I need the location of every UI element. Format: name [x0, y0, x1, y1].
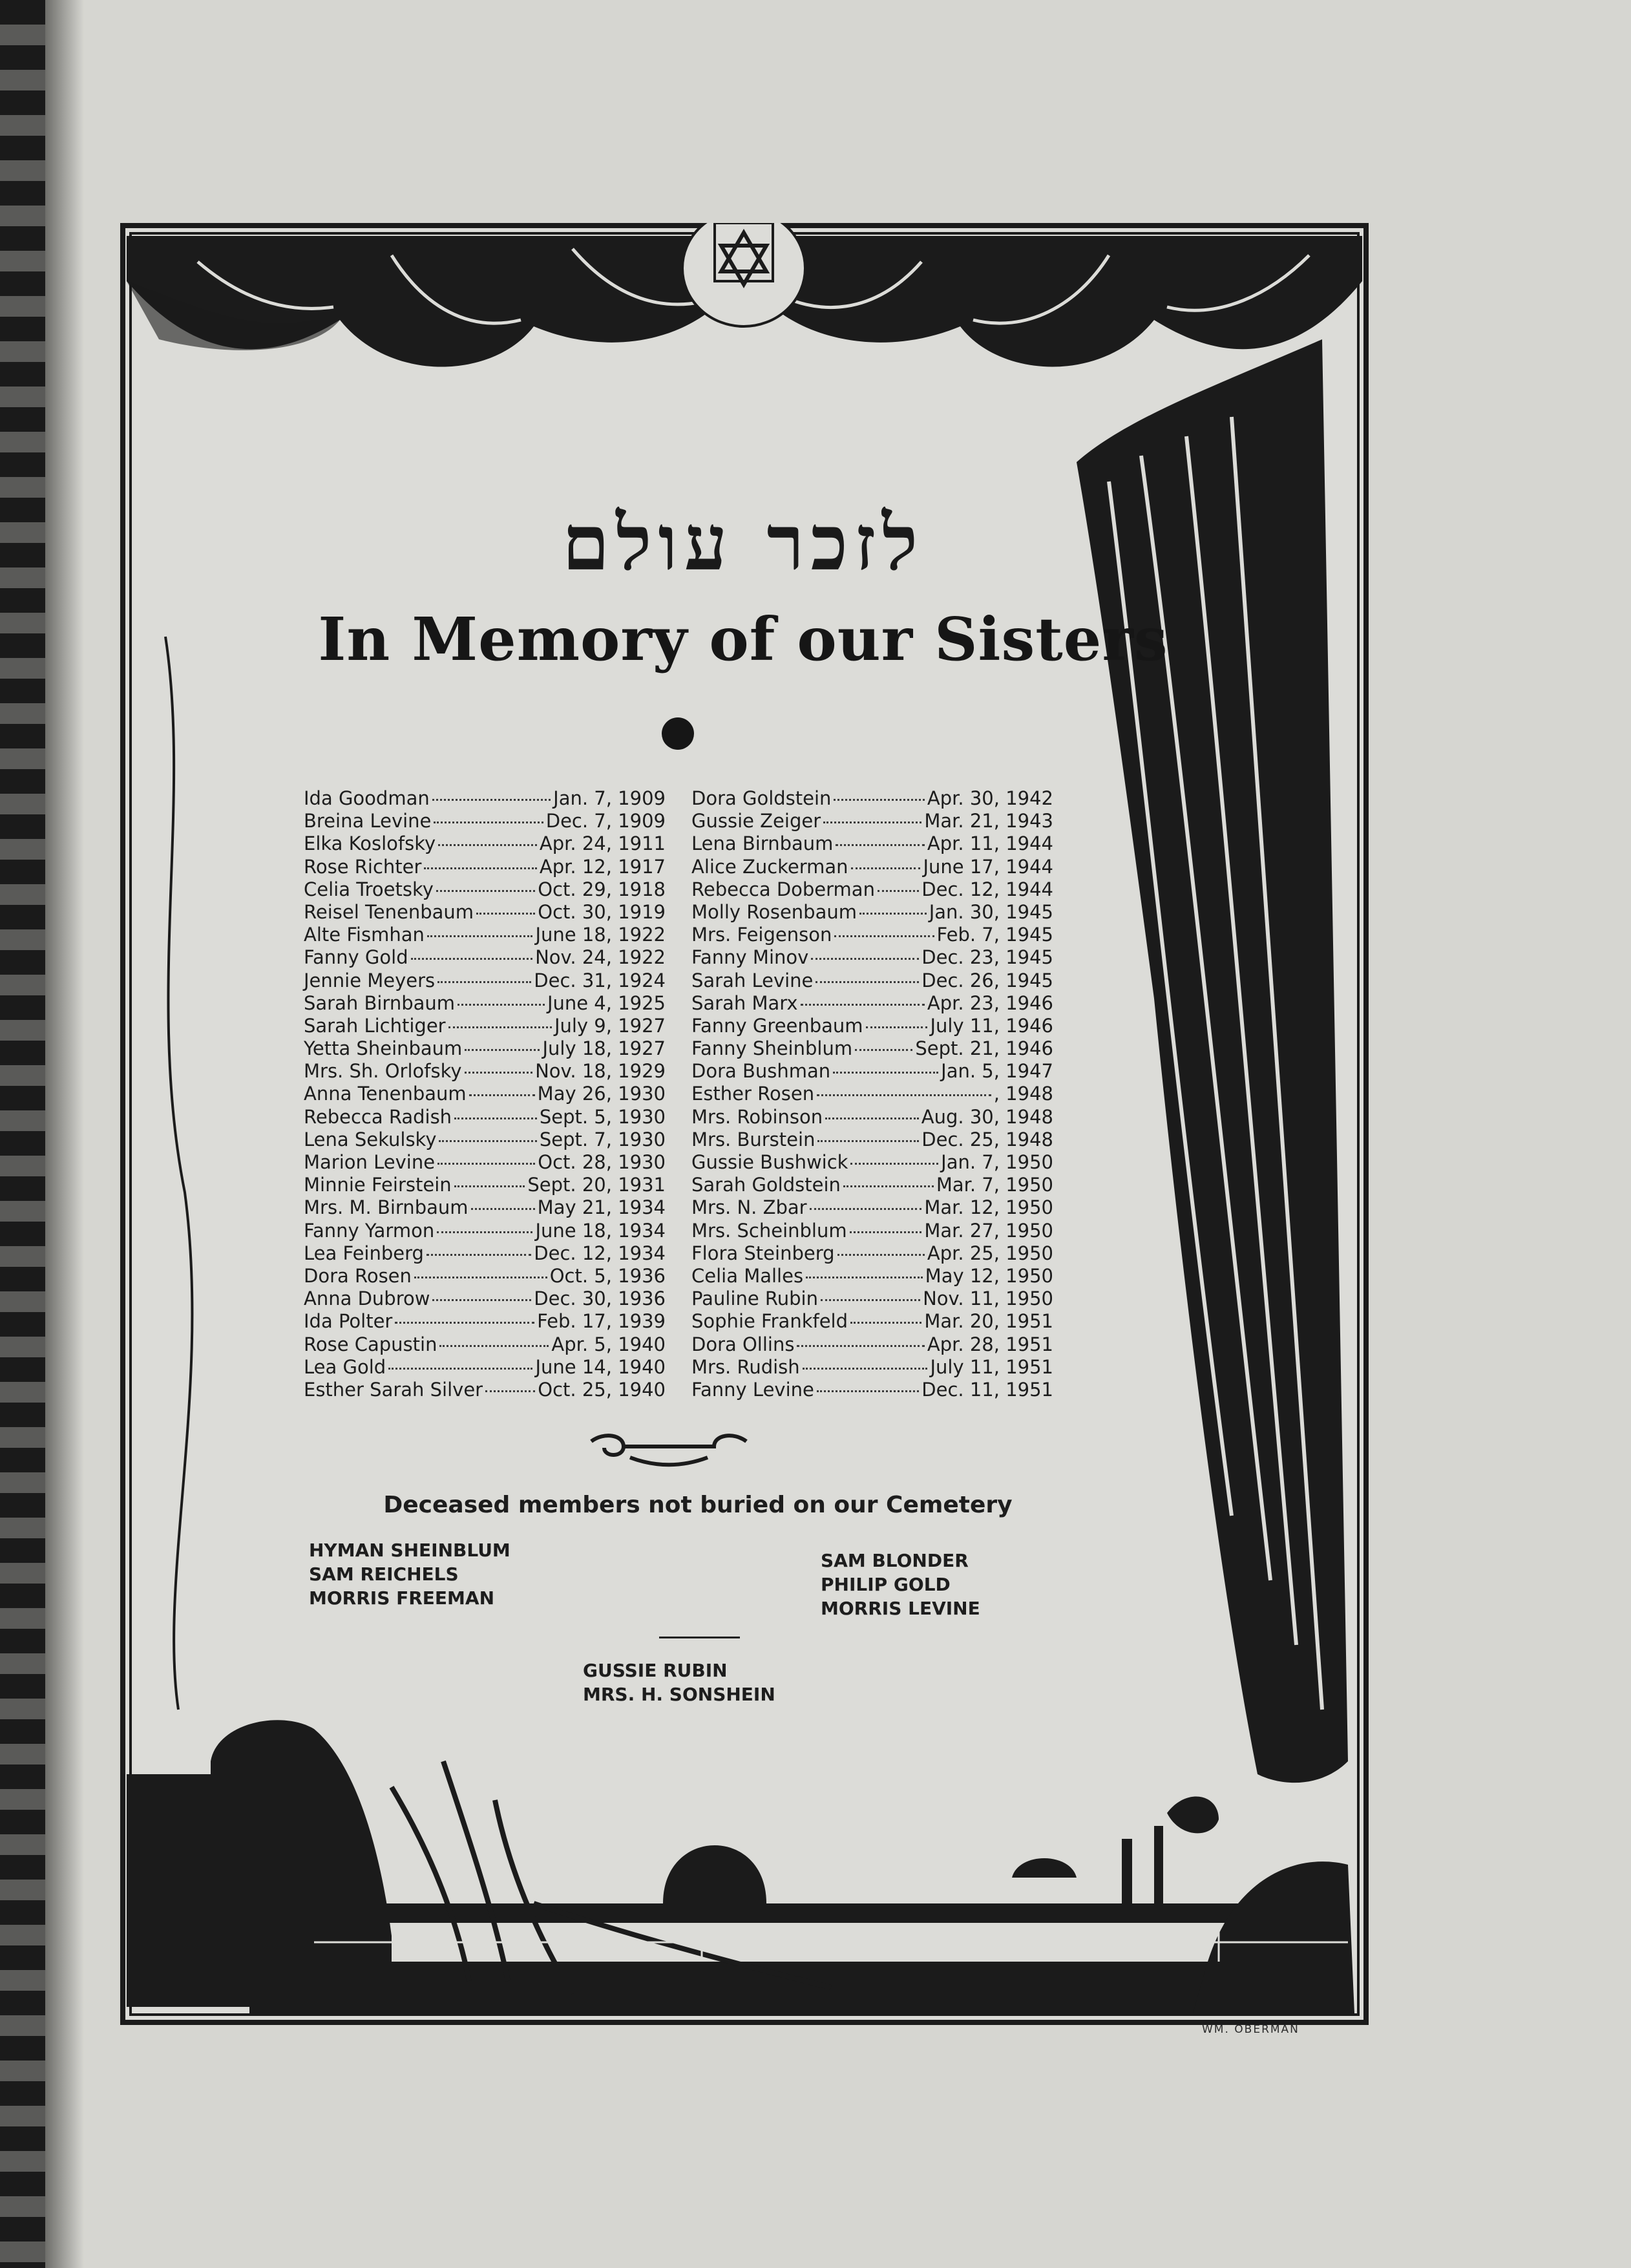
- entry-name: Yetta Sheinbaum: [304, 1037, 463, 1060]
- entry-name: Mrs. Rudish: [691, 1355, 800, 1378]
- entry-leader-dots: [815, 981, 919, 983]
- entry-name: Dora Bushman: [691, 1060, 831, 1083]
- entry-leader-dots: [850, 1322, 921, 1324]
- entry-name: Sarah Lichtiger: [304, 1014, 446, 1037]
- memorial-entry: [304, 1310, 666, 1333]
- memorial-entry: [304, 970, 666, 992]
- entry-date: Feb. 7, 1945: [936, 924, 1053, 946]
- entry-name: Jennie Meyers: [304, 969, 436, 991]
- entry-name: Sarah Goldstein: [691, 1174, 841, 1196]
- memorial-entry: [691, 1106, 1053, 1129]
- memorial-entry: [691, 1083, 1053, 1105]
- entry-date: Aug. 30, 1948: [921, 1105, 1053, 1128]
- memorial-entry: [304, 1015, 666, 1037]
- entry-name: Rose Capustin: [304, 1333, 437, 1355]
- entry-date: Apr. 25, 1950: [927, 1242, 1053, 1264]
- entry-name: Gussie Zeiger: [691, 810, 821, 832]
- divider-rule: [659, 1637, 740, 1638]
- entry-name: Lena Sekulsky: [304, 1128, 437, 1150]
- entry-leader-dots: [866, 1026, 928, 1028]
- entry-leader-dots: [825, 1118, 919, 1119]
- entry-leader-dots: [395, 1322, 534, 1324]
- entry-name: Anna Dubrow: [304, 1288, 430, 1310]
- entry-leader-dots: [801, 1004, 925, 1006]
- deceased-name: SAM REICHELS: [309, 1563, 459, 1585]
- memorial-entry: [304, 1174, 666, 1196]
- entry-leader-dots: [803, 1368, 928, 1370]
- entry-name: Sophie Frankfeld: [691, 1310, 848, 1333]
- memorial-entry: [304, 1129, 666, 1151]
- palm-fronds: [392, 1761, 831, 1994]
- entry-date: Jan. 7, 1909: [553, 787, 666, 809]
- memorial-entry: [691, 970, 1053, 992]
- hebrew-heading: לזכר עולם: [562, 498, 925, 588]
- entry-leader-dots: [454, 1118, 537, 1119]
- memorial-entry: [304, 1265, 666, 1288]
- memorial-entry: [691, 946, 1053, 969]
- entry-date: Mar. 27, 1950: [924, 1219, 1053, 1242]
- entry-date: June 14, 1940: [535, 1355, 666, 1378]
- binding-shadow: [45, 0, 84, 2268]
- entry-leader-dots: [434, 821, 543, 823]
- entry-leader-dots: [817, 1094, 991, 1096]
- memorial-entry: [304, 1242, 666, 1265]
- entry-date: Mar. 12, 1950: [924, 1196, 1053, 1219]
- memorial-entry: [691, 1196, 1053, 1219]
- entry-date: Dec. 11, 1951: [921, 1378, 1053, 1401]
- entry-name: Mrs. Robinson: [691, 1105, 823, 1128]
- entry-name: Fanny Levine: [691, 1378, 814, 1401]
- entry-name: Fanny Greenbaum: [691, 1014, 863, 1037]
- memorial-entry: [691, 1037, 1053, 1060]
- entry-name: Sarah Levine: [691, 969, 814, 991]
- entry-date: July 11, 1946: [930, 1014, 1053, 1037]
- entry-name: Ida Goodman: [304, 787, 430, 809]
- entry-date: Mar. 20, 1951: [924, 1310, 1053, 1333]
- entry-name: Fanny Minov: [691, 946, 809, 969]
- entry-leader-dots: [432, 799, 551, 801]
- entry-name: Anna Tenenbaum: [304, 1083, 467, 1105]
- entry-name: Mrs. Scheinblum: [691, 1219, 847, 1242]
- entry-leader-dots: [836, 844, 924, 846]
- memorial-entry: [304, 1106, 666, 1129]
- heading-bullet: [662, 717, 694, 750]
- entry-date: Jan. 7, 1950: [941, 1151, 1053, 1173]
- entry-name: Minnie Feirstein: [304, 1174, 452, 1196]
- entry-leader-dots: [817, 1390, 919, 1392]
- entry-leader-dots: [851, 867, 921, 869]
- bottom-scene: [127, 1720, 1354, 2013]
- entry-leader-dots: [469, 1094, 535, 1096]
- memorial-entry: [304, 1196, 666, 1219]
- entry-leader-dots: [855, 1049, 912, 1051]
- entry-date: Dec. 26, 1945: [921, 969, 1053, 991]
- entry-date: Dec. 25, 1948: [921, 1128, 1053, 1150]
- entry-date: Mar. 21, 1943: [924, 810, 1053, 832]
- entry-leader-dots: [437, 981, 531, 983]
- entry-date: Nov. 11, 1950: [923, 1288, 1053, 1310]
- entry-date: , 1948: [993, 1083, 1053, 1105]
- entry-leader-dots: [458, 1004, 545, 1006]
- entry-name: Breina Levine: [304, 810, 432, 832]
- entry-date: Nov. 24, 1922: [535, 946, 666, 969]
- star-of-david-medallion: [682, 223, 805, 326]
- deceased-list-left: [309, 1538, 510, 1610]
- memorial-entry: [691, 787, 1053, 810]
- entry-leader-dots: [411, 958, 532, 960]
- entry-date: Sept. 20, 1931: [527, 1174, 666, 1196]
- entry-leader-dots: [439, 1140, 536, 1142]
- memorial-entry: [691, 1174, 1053, 1196]
- memorial-entry: [304, 1356, 666, 1379]
- memorial-entry: [304, 810, 666, 832]
- memorial-entry: [304, 878, 666, 901]
- entry-name: Lena Birnbaum: [691, 832, 834, 855]
- entry-date: Feb. 17, 1939: [537, 1310, 666, 1333]
- memorial-entry: [304, 787, 666, 810]
- deceased-list-right: [821, 1549, 980, 1620]
- entry-leader-dots: [837, 1254, 925, 1256]
- deceased-name: GUSSIE RUBIN: [583, 1660, 728, 1681]
- deceased-name: HYMAN SHEINBLUM: [309, 1540, 510, 1561]
- deceased-name: MORRIS FREEMAN: [309, 1587, 495, 1609]
- entry-leader-dots: [465, 1072, 533, 1074]
- entry-leader-dots: [859, 913, 927, 915]
- entry-date: Oct. 25, 1940: [538, 1378, 666, 1401]
- entry-date: June 18, 1922: [535, 924, 666, 946]
- memorial-entry: [304, 832, 666, 855]
- entry-name: Esther Sarah Silver: [304, 1378, 483, 1401]
- entry-name: Sarah Birnbaum: [304, 991, 456, 1014]
- entry-name: Marion Levine: [304, 1151, 436, 1173]
- memorial-entry: [304, 924, 666, 946]
- memorial-entry: [304, 1151, 666, 1174]
- deceased-name: MRS. H. SONSHEIN: [583, 1684, 775, 1705]
- memorial-entry: [691, 1151, 1053, 1174]
- entry-leader-dots: [843, 1185, 934, 1187]
- entry-leader-dots: [436, 890, 535, 892]
- binding-edge: [0, 0, 45, 2268]
- entry-date: Apr. 5, 1940: [551, 1333, 666, 1355]
- deceased-name: SAM BLONDER: [821, 1550, 969, 1571]
- entry-leader-dots: [438, 844, 537, 846]
- entry-date: Dec. 31, 1924: [534, 969, 666, 991]
- entry-date: Jan. 30, 1945: [929, 900, 1053, 923]
- entry-date: July 9, 1927: [554, 1014, 666, 1037]
- entry-date: Dec. 23, 1945: [921, 946, 1053, 969]
- memorial-entry: [304, 1220, 666, 1242]
- entry-date: Oct. 30, 1919: [538, 900, 666, 923]
- entry-name: Elka Koslofsky: [304, 832, 436, 855]
- page-title: In Memory of our Sisters: [318, 604, 1168, 674]
- entry-name: Dora Rosen: [304, 1264, 412, 1287]
- entry-name: Fanny Yarmon: [304, 1219, 435, 1242]
- entry-name: Mrs. Burstein: [691, 1128, 815, 1150]
- entry-leader-dots: [439, 1345, 549, 1347]
- memorial-entry: [691, 856, 1053, 878]
- memorial-entry: [304, 1333, 666, 1356]
- entry-name: Gussie Bushwick: [691, 1151, 848, 1173]
- entry-leader-dots: [485, 1390, 535, 1392]
- entry-name: Alte Fismhan: [304, 924, 425, 946]
- entry-date: Oct. 5, 1936: [549, 1264, 666, 1287]
- memorial-entry: [304, 992, 666, 1015]
- deceased-heading: Deceased members not buried on our Cemetery: [383, 1492, 1013, 1518]
- entry-leader-dots: [471, 1208, 535, 1210]
- memorial-entry: [691, 1288, 1053, 1310]
- entry-leader-dots: [454, 1185, 525, 1187]
- entry-date: Sept. 21, 1946: [915, 1037, 1053, 1060]
- entry-date: Sept. 7, 1930: [539, 1128, 666, 1150]
- memorial-entry: [691, 1333, 1053, 1356]
- entry-date: Nov. 18, 1929: [535, 1060, 666, 1083]
- memorial-entry: [691, 1310, 1053, 1333]
- entry-name: Rose Richter: [304, 855, 422, 878]
- entry-leader-dots: [427, 935, 533, 937]
- entry-name: Molly Rosenbaum: [691, 900, 857, 923]
- entry-date: Dec. 12, 1944: [921, 878, 1053, 900]
- entry-leader-dots: [424, 867, 536, 869]
- entry-leader-dots: [797, 1345, 924, 1347]
- entry-name: Lea Gold: [304, 1355, 386, 1378]
- entry-leader-dots: [823, 821, 921, 823]
- entry-name: Rebecca Radish: [304, 1105, 452, 1128]
- memorial-entry: [691, 924, 1053, 946]
- entry-name: Esther Rosen: [691, 1083, 815, 1105]
- entry-date: Apr. 23, 1946: [927, 991, 1053, 1014]
- memorial-entry: [691, 1129, 1053, 1151]
- entry-date: Oct. 29, 1918: [538, 878, 666, 900]
- entry-name: Lea Feinberg: [304, 1242, 424, 1264]
- entry-name: Mrs. Feigenson: [691, 924, 832, 946]
- memorial-entry: [691, 992, 1053, 1015]
- deceased-list-bottom: [583, 1659, 775, 1706]
- memorial-entry: [691, 1242, 1053, 1265]
- entry-name: Mrs. Sh. Orlofsky: [304, 1060, 462, 1083]
- entry-leader-dots: [437, 1163, 535, 1165]
- memorial-entry: [691, 1060, 1053, 1083]
- entry-leader-dots: [850, 1163, 938, 1165]
- entry-name: Mrs. M. Birnbaum: [304, 1196, 468, 1219]
- deceased-name: PHILIP GOLD: [821, 1574, 951, 1595]
- entry-leader-dots: [414, 1277, 547, 1278]
- entry-name: Dora Goldstein: [691, 787, 832, 809]
- entry-date: May 12, 1950: [925, 1264, 1053, 1287]
- memorial-entry: [691, 1356, 1053, 1379]
- entry-leader-dots: [465, 1049, 540, 1051]
- memorial-entry: [691, 901, 1053, 924]
- entry-name: Sarah Marx: [691, 991, 798, 1014]
- entry-name: Alice Zuckerman: [691, 855, 848, 878]
- memorial-entry: [304, 1060, 666, 1083]
- entry-name: Dora Ollins: [691, 1333, 795, 1355]
- memorial-entry: [691, 1379, 1053, 1401]
- entry-name: Fanny Sheinblum: [691, 1037, 853, 1060]
- entry-leader-dots: [821, 1299, 920, 1301]
- memorial-entry: [691, 810, 1053, 832]
- deceased-name: MORRIS LEVINE: [821, 1598, 980, 1619]
- entry-name: Reisel Tenenbaum: [304, 900, 474, 923]
- entry-leader-dots: [476, 913, 535, 915]
- scroll-ornament: [585, 1428, 753, 1474]
- entry-date: Jan. 5, 1947: [941, 1060, 1053, 1083]
- entry-leader-dots: [806, 1277, 923, 1278]
- memorial-entry: [304, 946, 666, 969]
- memorial-list-left: [304, 787, 666, 1401]
- entry-leader-dots: [810, 1208, 922, 1210]
- entry-date: Mar. 7, 1950: [936, 1174, 1053, 1196]
- entry-date: May 26, 1930: [537, 1083, 666, 1105]
- entry-leader-dots: [817, 1140, 919, 1142]
- memorial-entry: [691, 1220, 1053, 1242]
- entry-leader-dots: [432, 1299, 531, 1301]
- memorial-entry: [304, 1037, 666, 1060]
- memorial-entry: [691, 878, 1053, 901]
- entry-leader-dots: [448, 1026, 552, 1028]
- entry-date: Apr. 28, 1951: [927, 1333, 1053, 1355]
- entry-name: Rebecca Doberman: [691, 878, 875, 900]
- entry-date: Apr. 11, 1944: [927, 832, 1053, 855]
- entry-name: Ida Polter: [304, 1310, 393, 1333]
- entry-leader-dots: [833, 1072, 938, 1074]
- entry-date: Sept. 5, 1930: [539, 1105, 666, 1128]
- memorial-entry: [304, 1083, 666, 1105]
- memorial-entry: [691, 1265, 1053, 1288]
- memorial-entry: [304, 1288, 666, 1310]
- entry-date: Dec. 7, 1909: [545, 810, 666, 832]
- entry-date: Apr. 30, 1942: [927, 787, 1053, 809]
- artist-signature: WM. OBERMAN: [1202, 2023, 1300, 2036]
- entry-leader-dots: [437, 1231, 532, 1233]
- entry-date: June 4, 1925: [547, 991, 666, 1014]
- memorial-entry: [691, 1015, 1053, 1037]
- entry-date: May 21, 1934: [537, 1196, 666, 1219]
- entry-leader-dots: [811, 958, 919, 960]
- entry-date: Oct. 28, 1930: [538, 1151, 666, 1173]
- memorial-entry: [304, 901, 666, 924]
- entry-leader-dots: [878, 890, 919, 892]
- entry-date: Dec. 30, 1936: [534, 1288, 666, 1310]
- entry-name: Celia Malles: [691, 1264, 804, 1287]
- smoke-wisp: [165, 637, 192, 1710]
- entry-leader-dots: [426, 1254, 531, 1256]
- wall-lines: [314, 1923, 1348, 1962]
- memorial-list-right: [691, 787, 1053, 1401]
- entry-leader-dots: [850, 1231, 922, 1233]
- entry-date: July 11, 1951: [930, 1355, 1053, 1378]
- entry-leader-dots: [388, 1368, 532, 1370]
- entry-date: June 18, 1934: [535, 1219, 666, 1242]
- memorial-entry: [304, 856, 666, 878]
- memorial-entry: [304, 1379, 666, 1401]
- entry-leader-dots: [834, 935, 934, 937]
- entry-date: Apr. 24, 1911: [539, 832, 666, 855]
- entry-leader-dots: [834, 799, 924, 801]
- entry-date: June 17, 1944: [923, 855, 1053, 878]
- entry-name: Flora Steinberg: [691, 1242, 835, 1264]
- entry-name: Celia Troetsky: [304, 878, 434, 900]
- entry-name: Mrs. N. Zbar: [691, 1196, 807, 1219]
- entry-name: Fanny Gold: [304, 946, 408, 969]
- entry-name: Pauline Rubin: [691, 1288, 818, 1310]
- entry-date: Dec. 12, 1934: [534, 1242, 666, 1264]
- entry-date: July 18, 1927: [542, 1037, 666, 1060]
- memorial-entry: [691, 832, 1053, 855]
- entry-date: Apr. 12, 1917: [539, 855, 666, 878]
